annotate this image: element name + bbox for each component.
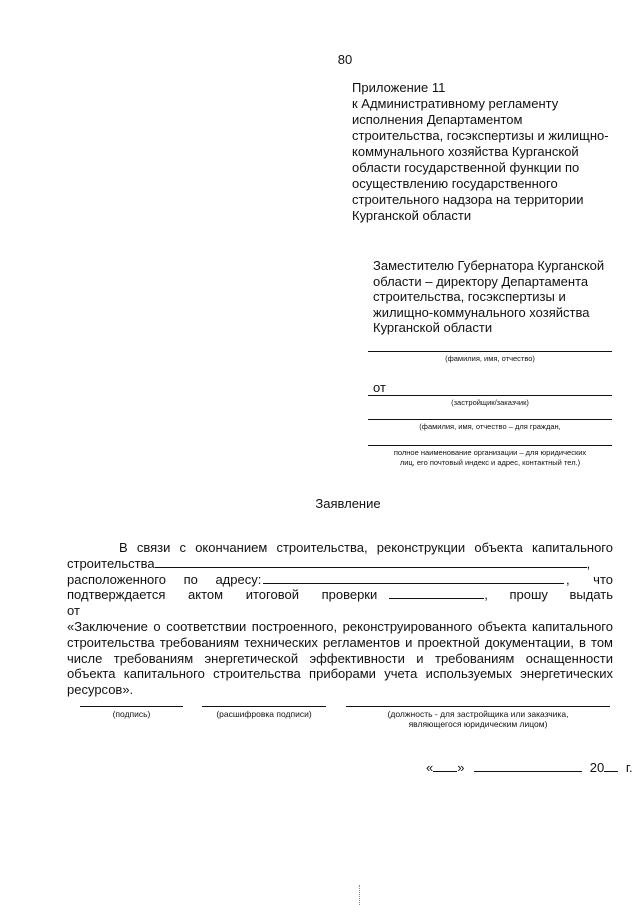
- appendix-header: [352, 80, 622, 224]
- citizen-fill-line[interactable]: [368, 419, 612, 420]
- appendix-line: исполнения Департаментом: [352, 112, 523, 127]
- body-address-label: расположенного по адресу:: [67, 571, 262, 587]
- body-paragraph-rest: «Заключение о соответствии построенного, реконструированного объекта капитального строительства требованиям технических регламентов и проектной документации, в том числе требованиям энергетической эффективности и требованиям оснащенности объекта капитального строительства приборами учета используемых энергетических ресурсов».: [67, 618, 613, 698]
- position-caption-line2: являющегося юридическим лицом): [408, 719, 548, 729]
- organization-caption-line1: полное наименование организации – для юридических: [393, 448, 587, 457]
- signature-fill-line[interactable]: [80, 706, 183, 707]
- addressee-line: области – директору Департамента: [373, 273, 589, 289]
- document-title: Заявление: [315, 496, 381, 511]
- from-label: от: [373, 380, 386, 395]
- developer-fill-line[interactable]: [368, 395, 612, 396]
- month-fill-line[interactable]: [474, 760, 582, 772]
- body-act-text: подтверждается актом итоговой проверки от: [67, 587, 378, 619]
- address-fill-line[interactable]: [263, 572, 564, 584]
- body-text-start: В связи с окончанием строительства, реконструкции объекта капитального строительства: [67, 540, 613, 571]
- year-prefix: 20: [589, 760, 605, 775]
- act-date-fill-line[interactable]: [389, 587, 484, 599]
- addressee-block: [373, 258, 623, 336]
- organization-caption-line2: лиц, его почтовый индекс и адрес, контактный тел.): [399, 458, 581, 467]
- addressee-line: Курганской области: [373, 320, 493, 335]
- body-act-row: [67, 587, 613, 619]
- addressee-line: Заместителю Губернатора Курганской: [373, 258, 605, 273]
- citizen-caption: (фамилия, имя, отчество – для граждан,: [419, 422, 561, 431]
- date-close-quote: »: [457, 760, 465, 775]
- appendix-line: строительства, госэкспертизы и жилищно-: [352, 128, 609, 143]
- position-fill-line[interactable]: [346, 706, 610, 707]
- date-row: [426, 760, 633, 775]
- body-paragraph-start: В связи с окончанием строительства, реконструкции объекта капитального строительства ,: [67, 540, 613, 571]
- appendix-line: осуществлению государственного: [352, 176, 558, 191]
- body-that-text: , что: [565, 571, 613, 587]
- addressee-line: жилищно-коммунального хозяйства: [373, 304, 590, 320]
- fio-caption: (фамилия, имя, отчество): [445, 354, 535, 363]
- organization-fill-line[interactable]: [368, 445, 612, 446]
- page-number: 80: [337, 52, 353, 67]
- year-suffix: г.: [625, 760, 633, 775]
- addressee-line: строительства, госэкспертизы и: [373, 289, 566, 304]
- object-fill-line[interactable]: [155, 556, 587, 568]
- day-fill-line[interactable]: [433, 760, 457, 772]
- body-address-row: [67, 572, 613, 588]
- appendix-line: строительного надзора на территории: [352, 192, 584, 207]
- scan-divider: [359, 885, 360, 905]
- appendix-line: коммунального хозяйства Курганской: [352, 144, 579, 159]
- appendix-line: области государственной функции по: [352, 160, 580, 175]
- fio-fill-line[interactable]: [368, 351, 612, 352]
- year-fill-line[interactable]: [604, 760, 618, 772]
- application-body: [67, 540, 613, 698]
- signature-caption: (подпись): [112, 709, 151, 719]
- decoding-fill-line[interactable]: [202, 706, 326, 707]
- developer-caption: (застройщик/заказчик): [451, 398, 529, 407]
- body-ask-text: , прошу выдать: [484, 587, 613, 603]
- appendix-line: Курганской области: [352, 208, 472, 223]
- decoding-caption: (расшифровка подписи): [216, 709, 312, 719]
- appendix-line: к Административному регламенту: [352, 96, 559, 111]
- position-caption-line1: (должность - для застройщика или заказчика,: [387, 709, 569, 719]
- appendix-title: Приложение 11: [352, 80, 446, 95]
- date-open-quote: «: [426, 760, 434, 775]
